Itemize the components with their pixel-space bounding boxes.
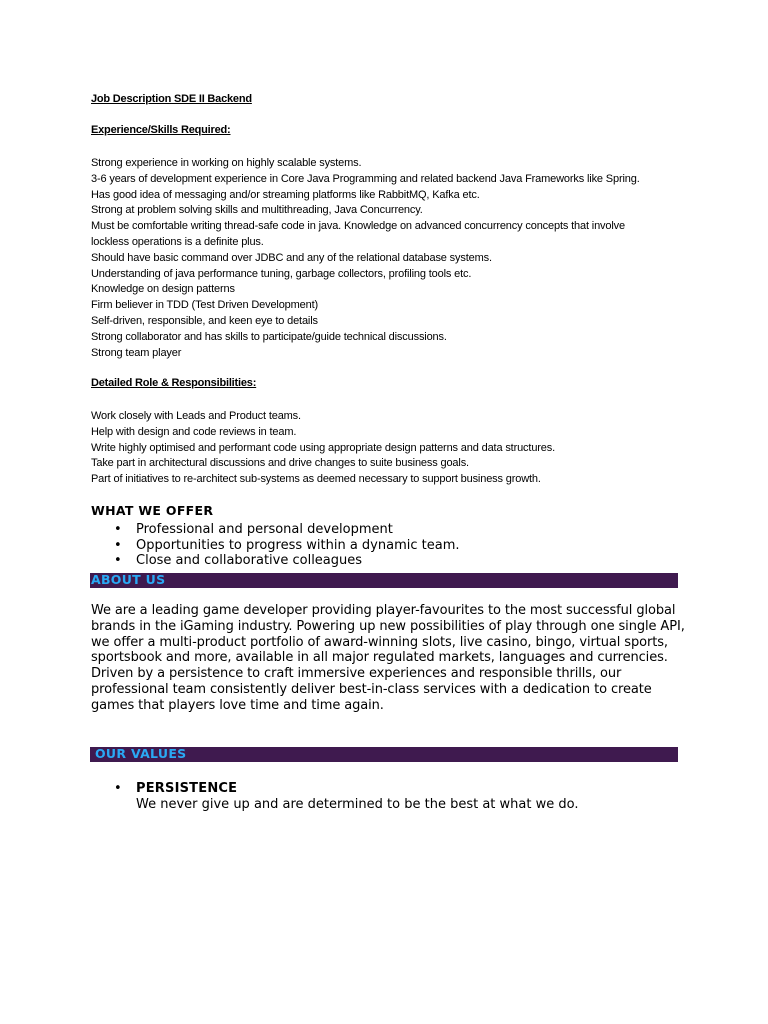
about-heading: ABOUT US: [91, 572, 166, 587]
about-paragraph: Driven by a persistence to craft immersive experiences and responsible thrills, our professional team consistently deliver best-in-class services with a dedication to create games that players love time and time again.: [91, 666, 652, 713]
responsibilities-heading: Detailed Role & Responsibilities:: [91, 377, 257, 389]
document-title: Job Description SDE II Backend: [91, 93, 252, 105]
offer-item-text: Close and collaborative colleagues: [136, 553, 363, 569]
about-paragraph: We are a leading game developer providing player-favourites to the most successful global brands in the iGaming industry. Powering up new possibilities of play through one single API, we offer a multi-product portfolio of award-winning slots, live casino, bingo, virtual sports, sportsbook and more, available in all major regulated markets, languages and currencies.: [91, 603, 685, 666]
list-item: Should have basic command over JDBC and any of the relational database systems.: [91, 251, 492, 264]
list-item: [91, 522, 460, 538]
list-item: lockless operations is a definite plus.: [91, 235, 264, 248]
list-item: Strong team player: [91, 346, 182, 359]
list-item: Has good idea of messaging and/or streaming platforms like RabbitMQ, Kafka etc.: [91, 188, 480, 201]
about-banner: [90, 573, 678, 588]
bullet-icon: •: [114, 537, 122, 553]
experience-heading: Experience/Skills Required:: [91, 124, 231, 136]
list-item: Must be comfortable writing thread-safe code in java. Knowledge on advanced concurrency concepts that involve: [91, 220, 625, 233]
list-item: 3-6 years of development experience in Core Java Programming and related backend Java Frameworks like Spring.: [91, 172, 640, 185]
offer-list: [91, 522, 460, 569]
values-banner: [90, 747, 678, 762]
list-item: Help with design and code reviews in team.: [91, 425, 297, 438]
about-text: [91, 603, 691, 714]
list-item: Understanding of java performance tuning, garbage collectors, profiling tools etc.: [91, 267, 472, 280]
value-name: PERSISTENCE: [136, 781, 238, 796]
list-item: Firm believer in TDD (Test Driven Development): [91, 299, 319, 312]
list-item: Knowledge on design patterns: [91, 283, 235, 296]
list-item: Strong collaborator and has skills to participate/guide technical discussions.: [91, 330, 447, 343]
values-heading: OUR VALUES: [95, 746, 187, 761]
list-item: Strong at problem solving skills and multithreading, Java Concurrency.: [91, 204, 423, 217]
list-item: [91, 538, 460, 554]
offer-item-text: Professional and personal development: [136, 522, 393, 537]
list-item: Take part in architectural discussions and drive changes to suite business goals.: [91, 457, 469, 470]
list-item: Self-driven, responsible, and keen eye to details: [91, 314, 318, 327]
responsibilities-list: [91, 409, 691, 488]
bullet-icon: •: [114, 522, 122, 537]
value-description: We never give up and are determined to be the best at what we do.: [136, 796, 579, 812]
bullet-icon: •: [114, 781, 122, 796]
list-item: [91, 553, 460, 569]
values-list: [91, 781, 578, 813]
list-item: Write highly optimised and performant code using appropriate design patterns and data structures.: [91, 441, 556, 454]
list-item: [91, 781, 578, 813]
experience-list: [91, 156, 691, 361]
list-item: Part of initiatives to re-architect sub-systems as deemed necessary to support business growth.: [91, 473, 541, 486]
list-item: Strong experience in working on highly scalable systems.: [91, 157, 362, 169]
bullet-icon: •: [114, 553, 122, 569]
offer-item-text: Opportunities to progress within a dynamic team.: [136, 537, 460, 553]
offer-heading: WHAT WE OFFER: [91, 503, 214, 518]
list-item: Work closely with Leads and Product teams.: [91, 410, 301, 422]
